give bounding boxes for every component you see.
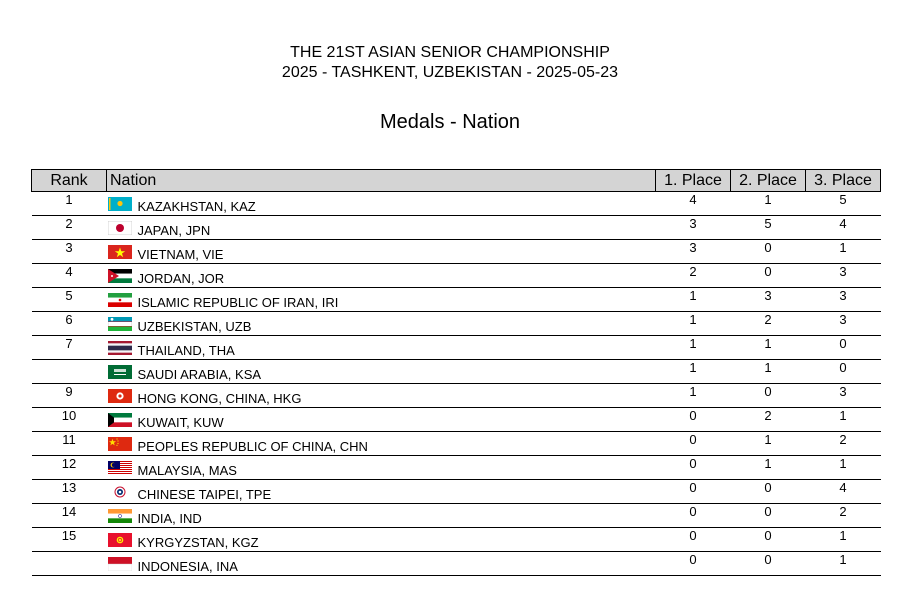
nation-name: SAUDI ARABIA, KSA <box>137 367 262 382</box>
nation-cell <box>107 528 656 552</box>
nation-cell <box>107 480 656 504</box>
second-place-cell: 1 <box>731 432 806 456</box>
column-header-rank: Rank <box>32 170 107 192</box>
flag-uzb-icon <box>108 317 132 331</box>
event-date-location: 2025 - TASHKENT, UZBEKISTAN - 2025-05-23 <box>281 64 619 81</box>
first-place-cell: 0 <box>656 528 731 552</box>
second-place-cell: 2 <box>731 312 806 336</box>
table-row <box>32 216 881 240</box>
second-place-cell: 0 <box>731 528 806 552</box>
first-place-cell: 1 <box>656 384 731 408</box>
flag-ina-icon <box>108 557 132 571</box>
nation-name: MALAYSIA, MAS <box>137 463 237 478</box>
rank-cell <box>32 360 107 384</box>
nation-cell <box>107 288 656 312</box>
table-row <box>32 528 881 552</box>
column-header-third-place: 3. Place <box>806 170 881 192</box>
table-row <box>32 312 881 336</box>
third-place-cell: 0 <box>806 336 881 360</box>
second-place-cell: 0 <box>731 552 806 576</box>
flag-vie-icon <box>108 245 132 259</box>
document-header <box>0 43 900 83</box>
rank-cell: 14 <box>32 504 107 528</box>
table-row <box>32 408 881 432</box>
flag-tha-icon <box>108 341 132 355</box>
flag-tpe-icon <box>108 485 132 499</box>
nation-name: ISLAMIC REPUBLIC OF IRAN, IRI <box>137 295 339 310</box>
third-place-cell: 2 <box>806 432 881 456</box>
table-row <box>32 432 881 456</box>
rank-cell: 5 <box>32 288 107 312</box>
table-row <box>32 192 881 216</box>
rank-cell: 2 <box>32 216 107 240</box>
first-place-cell: 1 <box>656 288 731 312</box>
nation-name: INDONESIA, INA <box>137 559 238 574</box>
rank-cell: 13 <box>32 480 107 504</box>
nation-cell <box>107 240 656 264</box>
column-header-second-place: 2. Place <box>731 170 806 192</box>
rank-cell: 6 <box>32 312 107 336</box>
third-place-cell: 3 <box>806 384 881 408</box>
nation-name: VIETNAM, VIE <box>137 247 224 262</box>
rank-cell: 12 <box>32 456 107 480</box>
rank-cell: 4 <box>32 264 107 288</box>
nation-cell <box>107 408 656 432</box>
second-place-cell: 0 <box>731 240 806 264</box>
rank-cell: 10 <box>32 408 107 432</box>
medals-table <box>31 169 881 576</box>
nation-cell <box>107 384 656 408</box>
flag-iri-icon <box>108 293 132 307</box>
rank-cell: 11 <box>32 432 107 456</box>
table-row <box>32 240 881 264</box>
nation-cell <box>107 312 656 336</box>
first-place-cell: 0 <box>656 456 731 480</box>
nation-cell <box>107 336 656 360</box>
second-place-cell: 5 <box>731 216 806 240</box>
first-place-cell: 3 <box>656 240 731 264</box>
flag-ksa-icon <box>108 365 132 379</box>
rank-cell: 15 <box>32 528 107 552</box>
nation-cell <box>107 552 656 576</box>
nation-name: PEOPLES REPUBLIC OF CHINA, CHN <box>137 439 368 454</box>
nation-name: KAZAKHSTAN, KAZ <box>137 199 256 214</box>
nation-cell <box>107 192 656 216</box>
first-place-cell: 4 <box>656 192 731 216</box>
third-place-cell: 3 <box>806 312 881 336</box>
nation-name: THAILAND, THA <box>137 343 235 358</box>
third-place-cell: 0 <box>806 360 881 384</box>
nation-cell <box>107 360 656 384</box>
rank-cell <box>32 552 107 576</box>
column-header-first-place: 1. Place <box>656 170 731 192</box>
championship-title: THE 21ST ASIAN SENIOR CHAMPIONSHIP <box>290 44 610 61</box>
first-place-cell: 0 <box>656 432 731 456</box>
table-header-row <box>32 170 881 192</box>
third-place-cell: 4 <box>806 480 881 504</box>
table-row <box>32 336 881 360</box>
flag-hkg-icon <box>108 389 132 403</box>
table-row <box>32 288 881 312</box>
nation-cell <box>107 216 656 240</box>
first-place-cell: 1 <box>656 336 731 360</box>
nation-name: HONG KONG, CHINA, HKG <box>137 391 302 406</box>
third-place-cell: 3 <box>806 288 881 312</box>
nation-name: CHINESE TAIPEI, TPE <box>137 487 272 502</box>
column-header-nation: Nation <box>107 170 656 192</box>
table-row <box>32 480 881 504</box>
third-place-cell: 1 <box>806 528 881 552</box>
flag-kgz-icon <box>108 533 132 547</box>
second-place-cell: 0 <box>731 504 806 528</box>
first-place-cell: 3 <box>656 216 731 240</box>
first-place-cell: 0 <box>656 504 731 528</box>
first-place-cell: 1 <box>656 360 731 384</box>
second-place-cell: 1 <box>731 336 806 360</box>
nation-name: JORDAN, JOR <box>137 271 225 286</box>
first-place-cell: 0 <box>656 480 731 504</box>
second-place-cell: 0 <box>731 480 806 504</box>
second-place-cell: 1 <box>731 192 806 216</box>
flag-chn-icon <box>108 437 132 451</box>
rank-cell: 7 <box>32 336 107 360</box>
third-place-cell: 1 <box>806 408 881 432</box>
flag-kuw-icon <box>108 413 132 427</box>
nation-name: KYRGYZSTAN, KGZ <box>137 535 259 550</box>
table-row <box>32 552 881 576</box>
nation-name: KUWAIT, KUW <box>137 415 224 430</box>
table-row <box>32 504 881 528</box>
first-place-cell: 0 <box>656 552 731 576</box>
second-place-cell: 0 <box>731 384 806 408</box>
first-place-cell: 2 <box>656 264 731 288</box>
nation-name: INDIA, IND <box>137 511 202 526</box>
rank-cell: 3 <box>32 240 107 264</box>
table-row <box>32 264 881 288</box>
nation-cell <box>107 456 656 480</box>
flag-jpn-icon <box>108 221 132 235</box>
third-place-cell: 4 <box>806 216 881 240</box>
first-place-cell: 1 <box>656 312 731 336</box>
flag-ind-icon <box>108 509 132 523</box>
rank-cell: 9 <box>32 384 107 408</box>
rank-cell: 1 <box>32 192 107 216</box>
flag-kaz-icon <box>108 197 132 211</box>
table-row <box>32 456 881 480</box>
second-place-cell: 0 <box>731 264 806 288</box>
third-place-cell: 1 <box>806 456 881 480</box>
nation-cell <box>107 264 656 288</box>
nation-name: JAPAN, JPN <box>137 223 211 238</box>
nation-cell <box>107 504 656 528</box>
third-place-cell: 1 <box>806 552 881 576</box>
page-subtitle: Medals - Nation <box>379 111 521 133</box>
table-row <box>32 384 881 408</box>
third-place-cell: 5 <box>806 192 881 216</box>
nation-cell <box>107 432 656 456</box>
second-place-cell: 1 <box>731 360 806 384</box>
flag-mas-icon <box>108 461 132 475</box>
third-place-cell: 3 <box>806 264 881 288</box>
first-place-cell: 0 <box>656 408 731 432</box>
second-place-cell: 3 <box>731 288 806 312</box>
third-place-cell: 1 <box>806 240 881 264</box>
third-place-cell: 2 <box>806 504 881 528</box>
nation-name: UZBEKISTAN, UZB <box>137 319 252 334</box>
table-row <box>32 360 881 384</box>
second-place-cell: 1 <box>731 456 806 480</box>
flag-jor-icon <box>108 269 132 283</box>
second-place-cell: 2 <box>731 408 806 432</box>
